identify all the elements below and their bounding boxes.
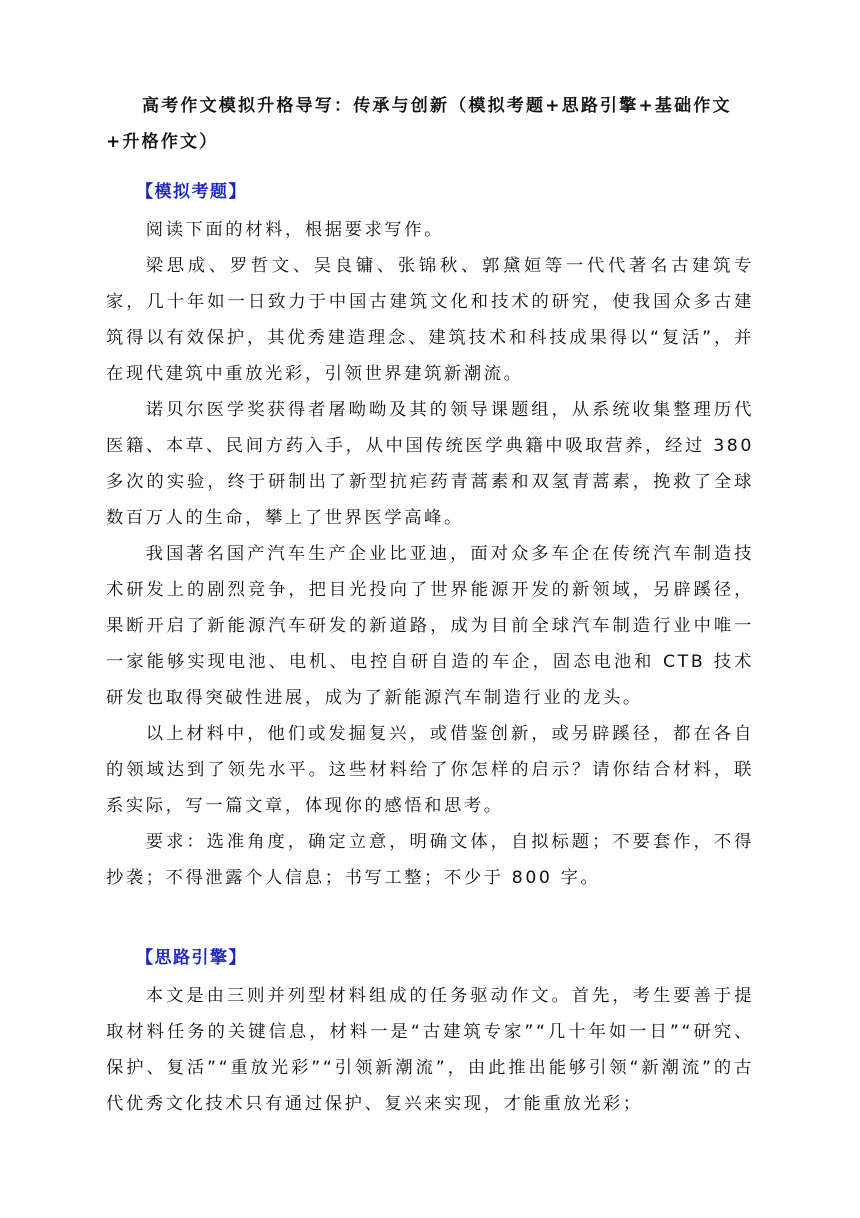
section-spacer: [106, 896, 754, 940]
paragraph: 要求：选准角度，确定立意，明确文体，自拟标题；不要套作，不得抄袭；不得泄露个人信息；书写工整；不少于 800 字。: [106, 832, 754, 888]
paragraph: 梁思成、罗哲文、吴良镛、张锦秋、郭黛姮等一代代著名古建筑专家，几十年如一日致力于中国古建筑文化和技术的研究，使我国众多古建筑得以有效保护，其优秀建造理念、建筑技术和科技成果得以“复活”，并在现代建筑中重放光彩，引领世界建筑新潮流。: [106, 256, 754, 384]
document-title: 高考作文模拟升格导写：传承与创新（模拟考题+思路引擎+基础作文+升格作文）: [106, 96, 732, 152]
paragraph: 本文是由三则并列型材料组成的任务驱动作文。首先，考生要善于提取材料任务的关键信息，材料一是“古建筑专家”“几十年如一日”“研究、保护、复活”“重放光彩”“引领新潮流”，由此推出能够引领“新潮流”的古代优秀文化技术只有通过保护、复兴来实现，才能重放光彩；: [106, 986, 754, 1114]
paragraph: 诺贝尔医学奖获得者屠呦呦及其的领导课题组，从系统收集整理历代医籍、本草、民间方药入手，从中国传统医学典籍中吸取营养，经过 380 多次的实验，终于研制出了新型抗疟药青蒿素和双氢青蒿素，挽救了全球数百万人的生命，攀上了世界医学高峰。: [106, 400, 754, 528]
section-heading-exam: 【模拟考题】: [136, 182, 247, 202]
paragraph: 我国著名国产汽车生产企业比亚迪，面对众多车企在传统汽车制造技术研发上的剧烈竞争，把目光投向了世界能源开发的新领域，另辟蹊径，果断开启了新能源汽车研发的新道路，成为目前全球汽车制造行业中唯一一家能够实现电池、电机、电控自研自造的车企，固态电池和 CTB 技术研发也取得突破性进展，成为了新能源汽车制造行业的龙头。: [106, 544, 754, 708]
paragraph: 以上材料中，他们或发掘复兴，或借鉴创新，或另辟蹊径，都在各自的领域达到了领先水平。这些材料给了你怎样的启示？请你结合材料，联系实际，写一篇文章，体现你的感悟和思考。: [106, 724, 754, 816]
paragraph: 阅读下面的材料，根据要求写作。: [145, 220, 445, 240]
section-heading-approach: 【思路引擎】: [136, 948, 247, 968]
